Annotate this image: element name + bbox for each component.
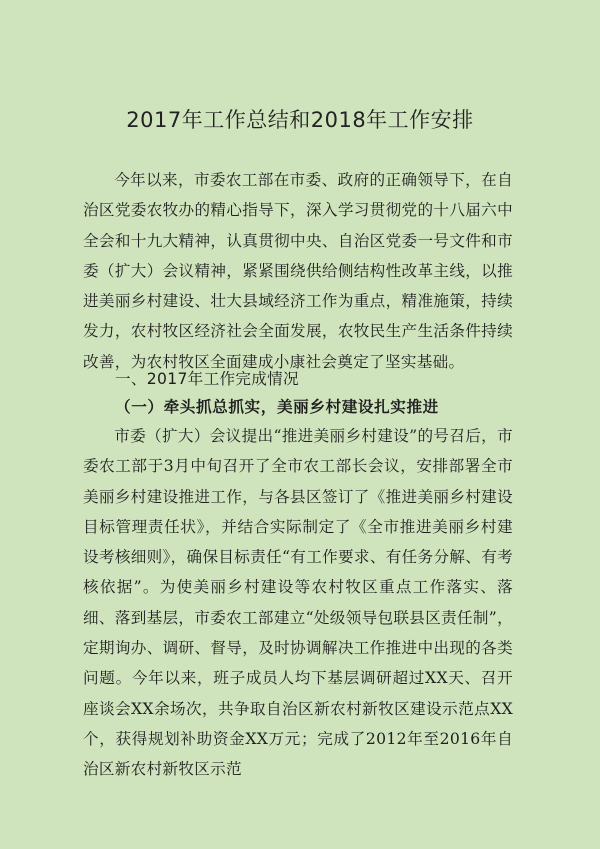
subsection-heading: （一）牵头抓总抓实，美丽乡村建设扎实推进 [115,397,439,416]
body-paragraph: 市委（扩大）会议提出“推进美丽乡村建设”的号召后，市委农工部于3月中旬召开了全市农工部长会议，安排部署全市美丽乡村建设推进工作，与各县区签订了《推进美丽乡村建设目标管理责任状》，并结合实际制定了《全市推进美丽乡村建设考核细则》，确保目标责任“有工作要求、有任务分解、有考核依据”。为使美丽乡村建设等农村牧区重点工作落实、落细、落到基层，市委农工部建立“处级领导包联县区责任制”，定期询办、调研、督导，及时协调解决工作推进中出现的各类问题。今年以来，班子成员人均下基层调研超过XX天、召开座谈会XX余场次，共争取自治区新农村新牧区建设示范点XX个，获得规划补助资金XX万元；完成了2012年至2016年自治区新农村新牧区示范 [83,427,513,779]
section-heading: 一、2017年工作完成情况 [115,370,299,388]
intro-paragraph: 今年以来，市委农工部在市委、政府的正确领导下，在自治区党委农牧办的精心指导下，深入学习贯彻党的十八届六中全会和十九大精神，认真贯彻中央、自治区党委一号文件和市委（扩大）会议精神，紧紧围绕供给侧结构性改革主线，以推进美丽乡村建设、壮大县域经济工作为重点，精准施策，持续发力，农村牧区经济社会全面发展，农牧民生产生活条件持续改善，为农村牧区全面建成小康社会奠定了坚实基础。 [83,171,513,371]
document-title: 2017年工作总结和2018年工作安排 [126,108,474,132]
